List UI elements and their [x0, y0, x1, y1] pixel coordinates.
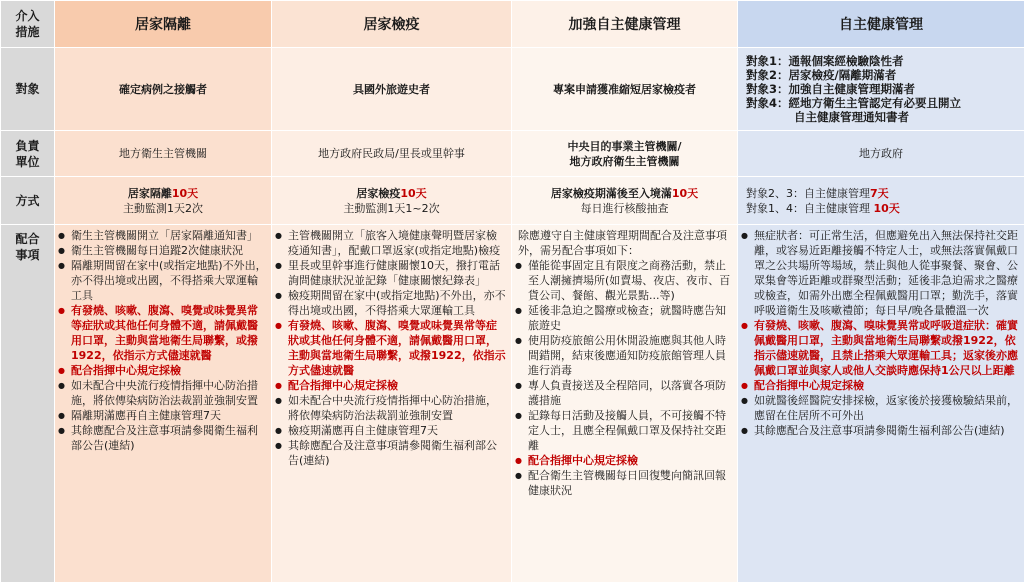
method-c3-line: [516, 186, 733, 201]
method-c1: [55, 177, 272, 225]
method-c1-line: [59, 186, 267, 201]
method-c4-days: 7天: [870, 186, 889, 200]
target-c4: [738, 48, 1024, 131]
unit-label: 負責 單位: [1, 131, 55, 177]
target-c4-line: 對象3：加強自主健康管理期滿者: [746, 82, 915, 96]
target-c2: 具國外旅遊史者: [272, 48, 512, 131]
list-item: ● 記錄每日活動及接觸人員，不可接觸不特定人士，且應全程佩戴口罩及保持社交距離: [528, 408, 733, 453]
list-item: ● 其餘應配合及注意事項請參閱衛生福利部公告(連結): [288, 438, 507, 468]
list-item: ● 延後非急迫之醫療或檢查；就醫時應告知旅遊史: [528, 303, 733, 333]
method-c4-text: 對象1、4：自主健康管理: [746, 201, 874, 215]
header-home-quarantine: 居家檢疫: [272, 1, 512, 48]
measures-c1-list: [55, 228, 271, 453]
target-c1: 確定病例之接觸者: [55, 48, 272, 131]
measures-row: [1, 225, 1024, 583]
list-item: ● 隔離期間留在家中(或指定地點)不外出，亦不得出境或出國，不得搭乘大眾運輸工具: [71, 258, 267, 303]
measures-c3-intro: 除應遵守自主健康管理期間配合及注意事項外，需另配合事項如下：: [518, 229, 727, 257]
method-c4-line: [746, 201, 1020, 216]
list-item: ● 衛生主管機關開立「居家隔離通知書」: [71, 228, 267, 243]
list-item: ● 其餘應配合及注意事項請參閱衛生福利部公告(連結): [71, 423, 267, 453]
header-home-isolation: 居家隔離: [55, 1, 272, 48]
list-item: ● 如未配合中央流行疫情指揮中心防治措施，將依傳染病防治法裁罰並強制安置: [288, 393, 507, 423]
header-col0: 介入 措施: [1, 1, 55, 48]
method-c2: [272, 177, 512, 225]
list-item: ● 檢疫期滿應再自主健康管理7天: [288, 423, 507, 438]
method-c3-text: 居家檢疫期滿後至入境滿: [550, 186, 672, 200]
method-label: 方式: [1, 177, 55, 225]
list-item: ● 如就醫後經醫院安排採檢，返家後於接獲檢驗結果前，應留在住居所不可外出: [754, 393, 1020, 423]
unit-c3-line: 中央目的事業主管機關/: [567, 139, 682, 153]
method-c2-line: [276, 186, 507, 201]
list-item: ● 配合指揮中心規定採檢: [288, 378, 507, 393]
list-item: ● 配合指揮中心規定採檢: [754, 378, 1020, 393]
list-item: ● 無症狀者：可正常生活，但應避免出入無法保持社交距離，或容易近距離接觸不特定人士，或無法落實佩戴口罩之公共場所等場域，禁止與他人從事聚餐、聚會、公眾集會等近距離或群聚型活動；延後非急迫需求之醫療或檢查，如需外出應全程佩戴醫用口罩；勤洗手，落實呼吸道衛生及咳嗽禮節；每日早/晚各量體溫一次: [754, 228, 1020, 318]
header-enhanced-self-management: 加強自主健康管理: [512, 1, 738, 48]
list-item: ● 有發燒、咳嗽、腹瀉、嗅覺或味覺異常等症狀或其他任何身體不適，請佩戴醫用口罩，主動與當地衛生局聯繫，或撥1922，依指示方式儘速就醫: [71, 303, 267, 363]
method-c4: [738, 177, 1024, 225]
target-c4-line: 對象2：居家檢疫/隔離期滿者: [746, 68, 897, 82]
unit-c3: [512, 131, 738, 177]
target-label: 對象: [1, 48, 55, 131]
list-item: ● 衛生主管機關每日追蹤2次健康狀況: [71, 243, 267, 258]
measures-c3-list: [512, 258, 737, 498]
list-item: ● 檢疫期間留在家中(或指定地點)不外出，亦不得出境或出國，不得搭乘大眾運輸工具: [288, 288, 507, 318]
header-self-health-management: 自主健康管理: [738, 1, 1024, 48]
method-c3-days: 10天: [671, 186, 699, 200]
list-item: ● 如未配合中央流行疫情指揮中心防治措施，將依傳染病防治法裁罰並強制安置: [71, 378, 267, 408]
list-item: ● 主管機關開立「旅客入境健康聲明暨居家檢疫通知書」，配戴口罩返家(或指定地點)檢疫: [288, 228, 507, 258]
measures-c4: [738, 225, 1024, 583]
method-c1-text: 居家隔離: [127, 186, 172, 200]
method-row: [1, 177, 1024, 225]
target-c4-line: 對象1：通報個案經檢驗陰性者: [746, 54, 904, 68]
list-item: ● 有發燒、咳嗽、腹瀉、嗅味覺異常或呼吸道症狀：確實佩戴醫用口罩，主動與當地衛生局聯繫或撥1922，依指示儘速就醫，且禁止搭乘大眾運輸工具；返家後亦應佩戴口罩並與家人或他人交談時應保持1公尺以上距離: [754, 318, 1020, 378]
header-row: [1, 1, 1024, 48]
method-c3: [512, 177, 738, 225]
list-item: ● 有發燒、咳嗽、腹瀉、嗅覺或味覺異常等症狀或其他任何身體不適，請佩戴醫用口罩，主動與當地衛生局聯繫，或撥1922，依指示方式儘速就醫: [288, 318, 507, 378]
method-c3-check: 每日進行核酸抽查: [580, 201, 669, 215]
measures-c1: [55, 225, 272, 583]
method-c2-monitor: 主動監測1天1~2次: [343, 201, 440, 215]
method-c2-text: 居家檢疫: [356, 186, 401, 200]
list-item: ● 使用防疫旅館公用休閒設施應與其他人時間錯開，結束後應通知防疫旅館管理人員進行消毒: [528, 333, 733, 378]
method-c2-days: 10天: [400, 186, 427, 200]
target-c4-line: 自主健康管理通知書者: [794, 110, 909, 124]
measures-label: 配合 事項: [1, 225, 55, 583]
method-c1-days: 10天: [171, 186, 199, 200]
list-item: ● 隔離期滿應再自主健康管理7天: [71, 408, 267, 423]
unit-row: [1, 131, 1024, 177]
target-c4-line: 對象4：經地方衛生主管認定有必要且開立: [746, 96, 961, 110]
target-c3: 專案申請獲准縮短居家檢疫者: [512, 48, 738, 131]
list-item: ● 專人負責接送及全程陪同，以落實各項防護措施: [528, 378, 733, 408]
list-item: ● 里長或里幹事進行健康關懷10天，撥打電話詢問健康狀況並記錄「健康關懷紀錄表」: [288, 258, 507, 288]
unit-c1: 地方衛生主管機關: [55, 131, 272, 177]
unit-c2: 地方政府民政局/里長或里幹事: [272, 131, 512, 177]
measures-c2-list: [272, 228, 511, 468]
unit-c4: 地方政府: [738, 131, 1024, 177]
method-c4-text: 對象2、3：自主健康管理: [746, 186, 870, 200]
measures-c2: [272, 225, 512, 583]
unit-c3-line: 地方政府衛生主管機關: [569, 154, 680, 168]
target-row: [1, 48, 1024, 131]
method-c4-days: 10天: [873, 201, 900, 215]
list-item: ● 其餘應配合及注意事項請參閱衛生福利部公告(連結): [754, 423, 1020, 438]
method-c1-monitor: 主動監測1天2次: [123, 201, 203, 215]
list-item: ● 配合指揮中心規定採檢: [528, 453, 733, 468]
method-c4-line: [746, 186, 1020, 201]
measures-c3: [512, 225, 738, 583]
measures-c4-list: [738, 228, 1024, 438]
list-item: ● 配合衛生主管機關每日回復雙向簡訊回報健康狀況: [528, 468, 733, 498]
list-item: ● 配合指揮中心規定採檢: [71, 363, 267, 378]
list-item: ● 僅能從事固定且有限度之商務活動，禁止至人潮擁擠場所(如賣場、夜店、夜市、百貨公司、餐館、觀光景點...等): [528, 258, 733, 303]
